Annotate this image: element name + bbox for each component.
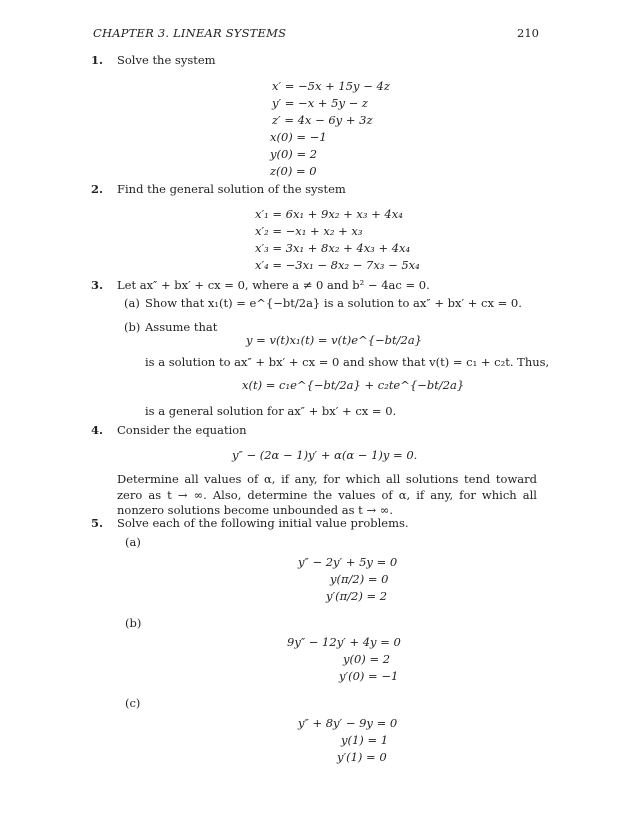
p3-a-label: (a) [124,296,140,310]
page-header [93,26,539,42]
p1-eq-4: x(0) = −1 [270,130,327,144]
p1-eq-3: z′ = 4x − 6y + 3z [272,113,373,127]
problem-3-text: Let ax″ + bx′ + cx = 0, where a ≠ 0 and b² − 4ac = 0. [117,278,430,292]
p3-a-text: Show that x₁(t) = e^{−bt/2a} is a solution to ax″ + bx′ + cx = 0. [145,296,522,310]
p3-b-text-2: is a solution to ax″ + bx′ + cx = 0 and show that v(t) = c₁ + c₂t. Thus, [145,355,550,369]
p3-b-eq-2: x(t) = c₁e^{−bt/2a} + c₂te^{−bt/2a} [242,378,465,392]
problem-1-number: 1. [91,53,104,67]
p4-paragraph: Determine all values of α, if any, for which all solutions tend toward zero as t → ∞. Also, determine the values of α, if any, for which all nonzero solutions become unbounded as t → ∞. [117,472,537,517]
p2-eq-2: x′₂ = −x₁ + x₂ + x₃ [255,224,363,238]
problem-1-text: Solve the system [117,53,216,67]
p5-b-eq-2: y(0) = 2 [343,652,391,666]
p5-c-eq-1: y″ + 8y′ − 9y = 0 [298,716,398,730]
p5-c-eq-3: y′(1) = 0 [337,750,387,764]
chapter-title: CHAPTER 3. LINEAR SYSTEMS [93,26,287,40]
p5-b-label: (b) [125,616,142,630]
p1-eq-1: x′ = −5x + 15y − 4z [272,79,390,93]
p5-a-label: (a) [125,535,141,549]
problem-3-number: 3. [91,278,104,292]
p2-eq-3: x′₃ = 3x₁ + 8x₂ + 4x₃ + 4x₄ [255,241,411,255]
p3-b-text-3: is a general solution for ax″ + bx′ + cx = 0. [145,404,397,418]
p5-a-eq-3: y′(π/2) = 2 [326,589,388,603]
p1-eq-6: z(0) = 0 [270,164,317,178]
problem-2-text: Find the general solution of the system [117,182,346,196]
problem-5-text: Solve each of the following initial value problems. [117,516,409,530]
p5-a-eq-2: y(π/2) = 0 [330,572,389,586]
p4-eq: y″ − (2α − 1)y′ + α(α − 1)y = 0. [232,448,418,462]
p3-b-text: Assume that [145,320,218,334]
p5-a-eq-1: y″ − 2y′ + 5y = 0 [298,555,398,569]
p1-eq-5: y(0) = 2 [270,147,318,161]
p5-c-label: (c) [125,696,141,710]
problem-2-number: 2. [91,182,104,196]
p3-b-eq-1: y = v(t)x₁(t) = v(t)e^{−bt/2a} [246,333,423,347]
p2-eq-1: x′₁ = 6x₁ + 9x₂ + x₃ + 4x₄ [255,207,403,221]
problem-4-number: 4. [91,423,104,437]
p3-b-label: (b) [124,320,141,334]
p2-eq-4: x′₄ = −3x₁ − 8x₂ − 7x₃ − 5x₄ [255,258,420,272]
p5-b-eq-3: y′(0) = −1 [339,669,399,683]
problem-5-number: 5. [91,516,104,530]
p1-eq-2: y′ = −x + 5y − z [272,96,368,110]
p5-c-eq-2: y(1) = 1 [341,733,389,747]
problem-4-text: Consider the equation [117,423,247,437]
page-number: 210 [517,26,539,40]
p5-b-eq-1: 9y″ − 12y′ + 4y = 0 [287,635,401,649]
